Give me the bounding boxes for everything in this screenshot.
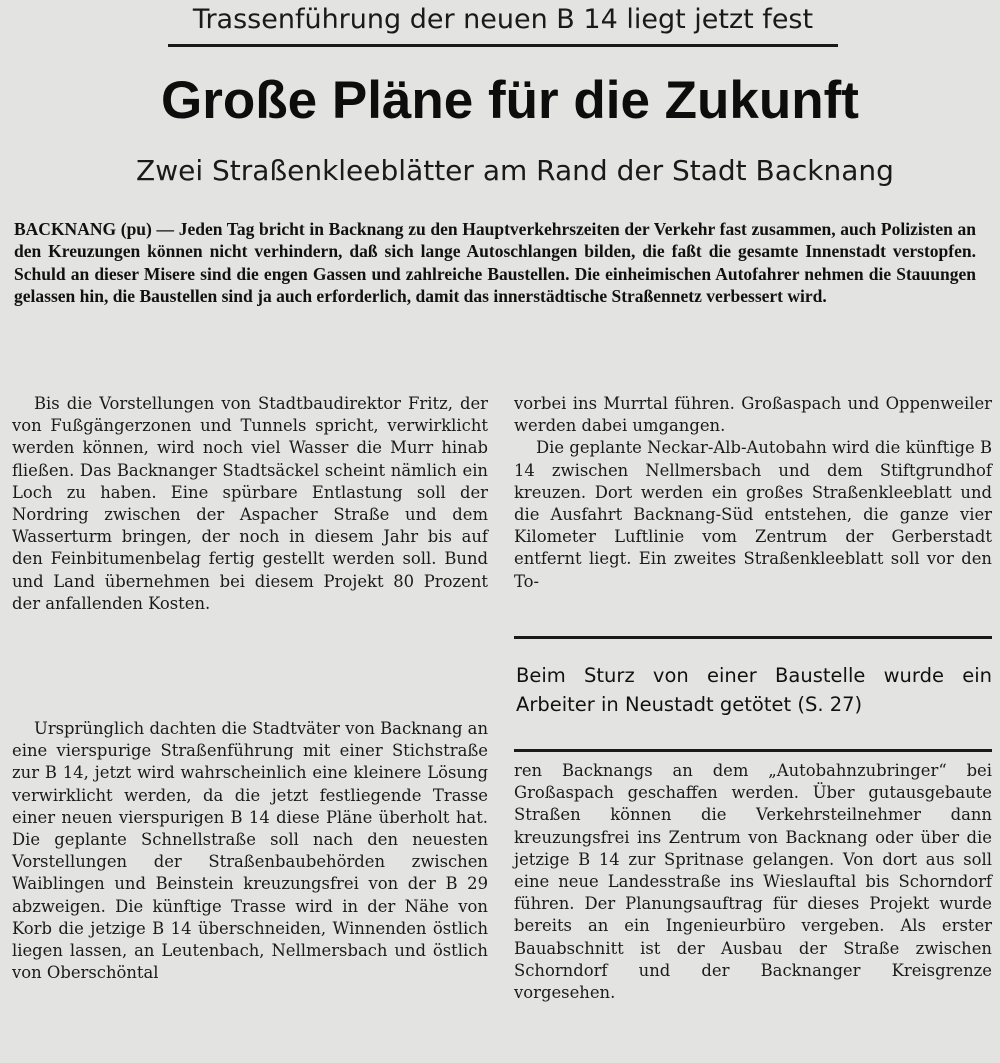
body-paragraph-1: Bis die Vorstellungen von Stadtbaudirektor Fritz, der von Fußgängerzonen und Tunnels spricht, verwirklicht werden können, wird noch viel Wasser die Murr hinab fließen. Das Backnanger Stadtsäckel scheint nämlich ein Loch zu haben. Eine spürbare Entlastung soll der Nordring zwischen der Aspacher Straße und dem Wasserturm bringen, der noch in diesem Jahr bis auf den Feinbitumenbelag fertig gestellt werden soll. Bund und Land übernehmen bei diesem Projekt 80 Prozent der anfallenden Kosten. (12, 394, 488, 613)
headline: Große Pläne für die Zukunft (161, 71, 859, 130)
teaser-text: Beim Sturz von einer Baustelle wurde ein Arbeiter in Neustadt getötet (S. 27) (516, 664, 992, 716)
body-column-left-top (12, 393, 488, 615)
body-paragraph-3: Die geplante Neckar-Alb-Autobahn wird die künftige B 14 zwischen Nellmersbach und dem Stiftgrundhof kreuzen. Dort werden ein großes Straßenkleeblatt und die Ausfahrt Backnang-Süd entstehen, die ganze vier Kilometer Luftlinie vom Zentrum der Gerberstadt entfernt liegt. Ein zweites Straßenkleeblatt soll vor den To- (514, 438, 992, 591)
body-column-right-bottom (514, 760, 992, 1004)
body-paragraph-2: Ursprünglich dachten die Stadtväter von Backnang an eine vierspurige Straßenführung mit einer Stichstraße zur B 14, jetzt wird wahrscheinlich eine kleinere Lösung verwirklicht werden, da die jetzt festliegende Trasse einer neuen vierspurigen B 14 diese Pläne überholt hat. Die geplante Schnellstraße soll nach den neuesten Vorstellungen der Straßenbaubehörden zwischen Waiblingen und Beinstein kreuzungsfrei von der B 29 abzweigen. Die künftige Trasse wird in der Nähe von Korb die jetzige B 14 überschneiden, Winnenden östlich liegen lassen, an Leutenbach, Nellmersbach und östlich von Oberschöntal (12, 719, 488, 983)
lead-paragraph: BACKNANG (pu) — Jeden Tag bricht in Backnang zu den Hauptverkehrszeiten der Verkehr fast zusammen, auch Polizisten an den Kreuzungen können nicht verhindern, daß sich lange Autoschlangen bilden, die faßt die gesamte Innenstadt verstopfen. Schuld an dieser Misere sind die engen Gassen und zahlreiche Baustellen. Die einheimischen Autofahrer nehmen die Stauungen gelassen hin, die Baustellen sind ja auch erforderlich, damit das innerstädtische Straßennetz verbessert wird. (14, 219, 976, 307)
body-paragraph-2-continued: vorbei ins Murrtal führen. Großaspach und Oppenweiler werden dabei umgangen. (514, 394, 992, 436)
body-column-right-top (514, 393, 992, 593)
body-column-left-bottom (12, 718, 488, 984)
subheadline: Zwei Straßenkleeblätter am Rand der Stadt Backnang (136, 154, 894, 187)
teaser-box (514, 636, 992, 752)
kicker-line: Trassenführung der neuen B 14 liegt jetzt fest (168, 0, 838, 47)
body-paragraph-3-continued: ren Backnangs an dem „Autobahnzubringer“ bei Großaspach geschaffen werden. Über gutausgebaute Straßen können die Verkehrsteilnehmer dann kreuzungsfrei ins Zentrum von Backnang oder über die jetzige B 14 zur Spritnase gelangen. Von dort aus soll eine neue Landesstraße ins Wieslauftal bis Schorndorf führen. Der Planungsauftrag für dieses Projekt wurde bereits an ein Ingenieurbüro vergeben. Als erster Bauabschnitt ist der Ausbau der Straße zwischen Schorndorf und der Backnanger Kreisgrenze vorgesehen. (514, 761, 992, 1003)
